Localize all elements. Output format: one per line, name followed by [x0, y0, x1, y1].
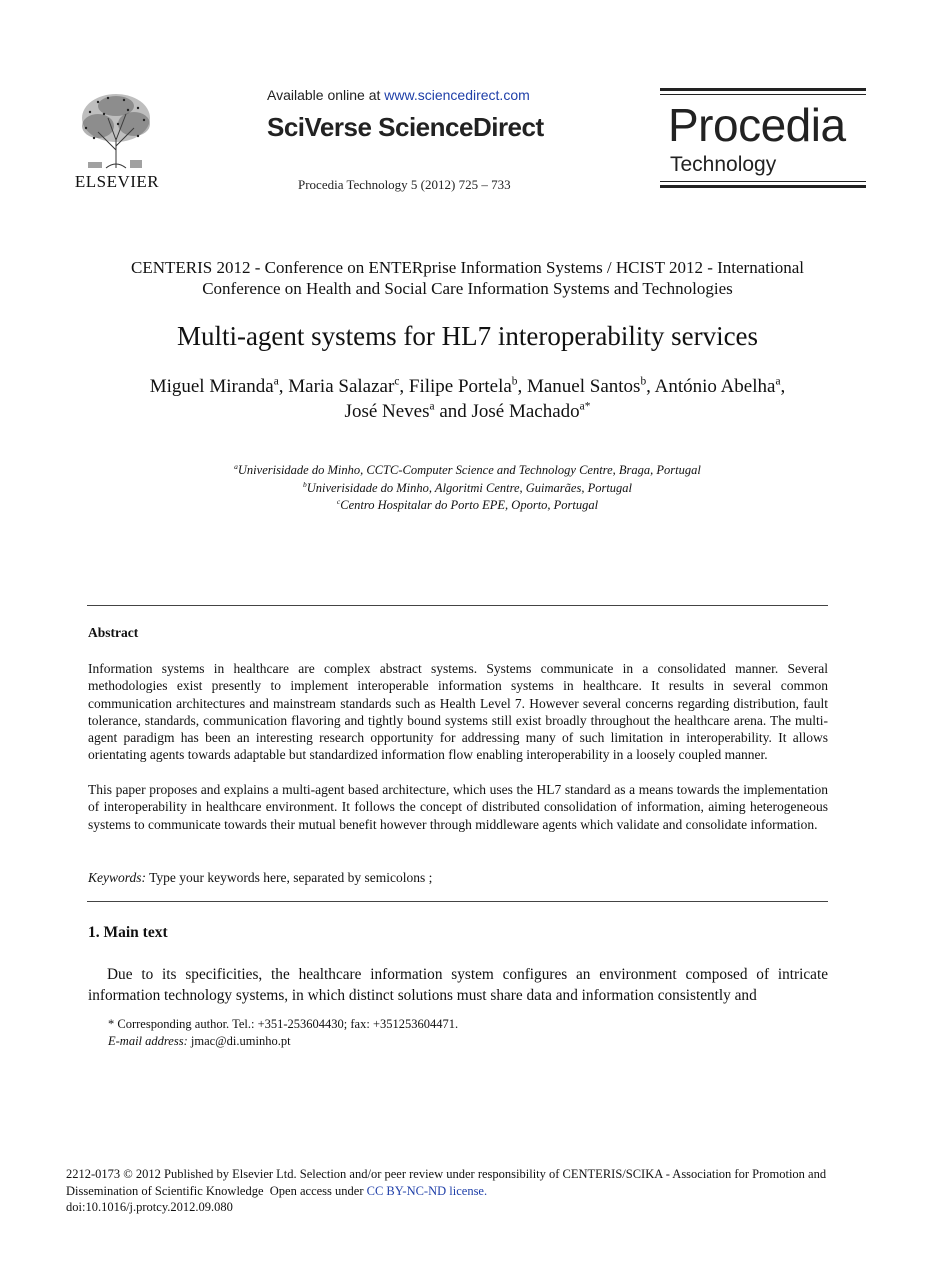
- sciverse-logo: SciVerse ScienceDirect: [267, 112, 544, 142]
- procedia-logo: [660, 88, 866, 190]
- license-link[interactable]: CC BY-NC-ND license.: [366, 1184, 488, 1198]
- author-line-2: [0, 399, 935, 424]
- section-heading: 1. Main text: [88, 924, 168, 941]
- affiliation: $^b$Univerisidade do Minho, Algoritmi Centre, Guimarães, Portugal: [302, 479, 633, 495]
- conference-name: CENTERIS 2012 - Conference on ENTERprise Information Systems / HCIST 2012 - International Conference on Health and Social Care Information Systems and Technologies: [131, 258, 804, 298]
- paper-title: Multi-agent systems for HL7 interoperability services: [176, 321, 759, 351]
- author-list: [0, 374, 935, 424]
- abstract-top-rule: [87, 605, 828, 606]
- author: José Neves$^a$ and: [344, 400, 472, 422]
- main-text-paragraph: Due to its specificities, the healthcare information system configures an environment composed of intricate information technology systems, in which distinct solutions must share data and information consistently and: [88, 966, 828, 1004]
- affiliations: [0, 462, 935, 515]
- email-footnote: E-mail address: jmac@di.uminho.pt: [108, 1034, 291, 1048]
- keywords: Keywords: Type your keywords here, separated by semicolons ;: [88, 870, 433, 885]
- author: José Machado$^{a*}$: [471, 400, 591, 422]
- procedia-subtitle: Technology: [670, 153, 777, 176]
- affiliation: $^c$Centro Hospitalar do Porto EPE, Oporto, Portugal: [336, 496, 599, 512]
- author: Maria Salazar$^c$,: [288, 375, 409, 397]
- author: António Abelha$^a$,: [654, 375, 786, 397]
- procedia-name: Procedia: [668, 99, 846, 151]
- doi: doi:10.1016/j.protcy.2012.09.080: [66, 1200, 233, 1214]
- abstract-heading: Abstract: [88, 625, 139, 640]
- abstract-paragraph: This paper proposes and explains a multi-agent based architecture, which uses the HL7 standard as a means towards the implementation of interoperability in healthcare environment. It follows the concept of distributed consolidation of information, aiming heterogeneous systems to communicate towards their mutual benefit however through middleware agents which validate and consolidate information.: [88, 782, 828, 832]
- author: Manuel Santos$^b$,: [526, 375, 655, 397]
- available-online: Available online at www.sciencedirect.com: [267, 87, 530, 103]
- author-line-1: [0, 374, 935, 399]
- journal-reference: Procedia Technology 5 (2012) 725 – 733: [298, 177, 511, 192]
- author: Filipe Portela$^b$,: [408, 375, 527, 397]
- author: Miguel Miranda$^a$,: [149, 375, 289, 397]
- sciencedirect-link[interactable]: www.sciencedirect.com: [384, 87, 530, 103]
- affiliation: $^a$Univerisidade do Minho, CCTC-Computer Science and Technology Centre, Braga, Portugal: [234, 461, 701, 477]
- abstract-bottom-rule: [87, 901, 828, 902]
- elsevier-wordmark: ELSEVIER: [74, 172, 160, 191]
- corresponding-author-footnote: * Corresponding author. Tel.: +351-253604430; fax: +351253604471.: [108, 1017, 459, 1031]
- abstract-paragraph: Information systems in healthcare are complex abstract systems. Systems communicate in a consolidated manner. Several methodologies exist presently to implement interoperable information systems in healthcare. It results in several common communication architectures and mainstream standards such as Health Level 7. However several concerns regarding distribution, fault tolerance, standards, communication flavoring and tightly bound systems still exist broadly throughout the healthcare arena. The multi-agent paradigm has been an interesting research opportunity for addressing many of such limitation in interoperability. It allows orientating agents towards adaptable but standardized information flow enabling interoperability in a loosely coupled manner.: [88, 661, 828, 763]
- copyright-notice: 2212-0173 © 2012 Published by Elsevier Ltd. Selection and/or peer review under responsibility of CENTERIS/SCIKA - Association for Promotion and Dissemination of Scientific Knowledge Open access under CC BY-NC-ND license.: [66, 1167, 830, 1198]
